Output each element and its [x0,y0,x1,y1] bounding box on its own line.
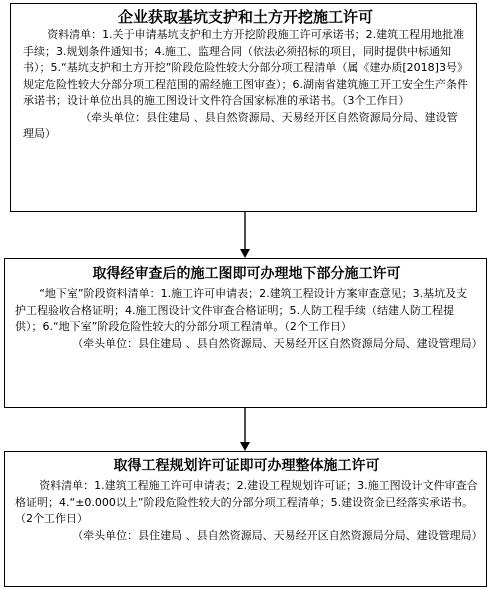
step-3-materials: 资料清单：1.建筑工程施工许可申请表；2.建设工程规划许可证；3.施工图设计文件审查合格证明；4.“±0.000以上”阶段危险性较大的分部分项工程清单；5.建设资金已经落实承诺书。（2个工作日） [15,479,478,525]
step-2-title: 取得经审查后的施工图即可办理地下部分施工许可 [92,266,401,282]
step-1-materials: 资料清单：1.关于申请基坑支护和土方开挖阶段施工许可承诺书；2.建筑工程用地批准手续；3.规划条件通知书；4.施工、监理合同（依法必须招标的项目，同时提供中标通知书）；5.“基坑支护和土方开挖”阶段危险性较大分部分项工程清单（属《建办质[2018]3号》规定危险性较大分部分项工程范围的需经施工图审查）；6.湖南省建筑施工开工安全生产条件承诺书；设计单位出具的施工图设计文件符合国家标准的承诺书。（3个工作日） [23,28,468,107]
step-3-title: 取得工程规划许可证即可办理整体施工许可 [113,458,380,474]
step-2-box [4,258,487,408]
step-2-lead-units: （牵头单位：县住建局 、县自然资源局、天易经开区自然资源局分局、建设管理局） [72,336,483,350]
arrow-2-to-3 [238,407,252,452]
arrow-1-to-2 [238,211,252,259]
step-1-title: 企业获取基坑支护和土方开挖施工许可 [117,8,373,26]
step-3-lead-units: （牵头单位：县住建局 、县自然资源局、天易经开区自然资源局分局、建设管理局） [72,528,483,542]
step-3-box [4,451,487,587]
step-2-materials: “地下室”阶段资料清单：1.施工许可申请表；2.建筑工程设计方案审查意见；3.基坑及支护工程验收合格证明；4.施工图设计文件审查合格证明；5.人防工程手续（结建人防工程提供）；6.“地下室”阶段危险性较大的分部分项工程清单。（2个工作日） [15,287,468,333]
step-1-lead-units: （牵头单位：县住建局 、县自然资源局、天易经开区自然资源局分局、建设管理局） [23,110,458,140]
step-1-box [10,3,477,212]
